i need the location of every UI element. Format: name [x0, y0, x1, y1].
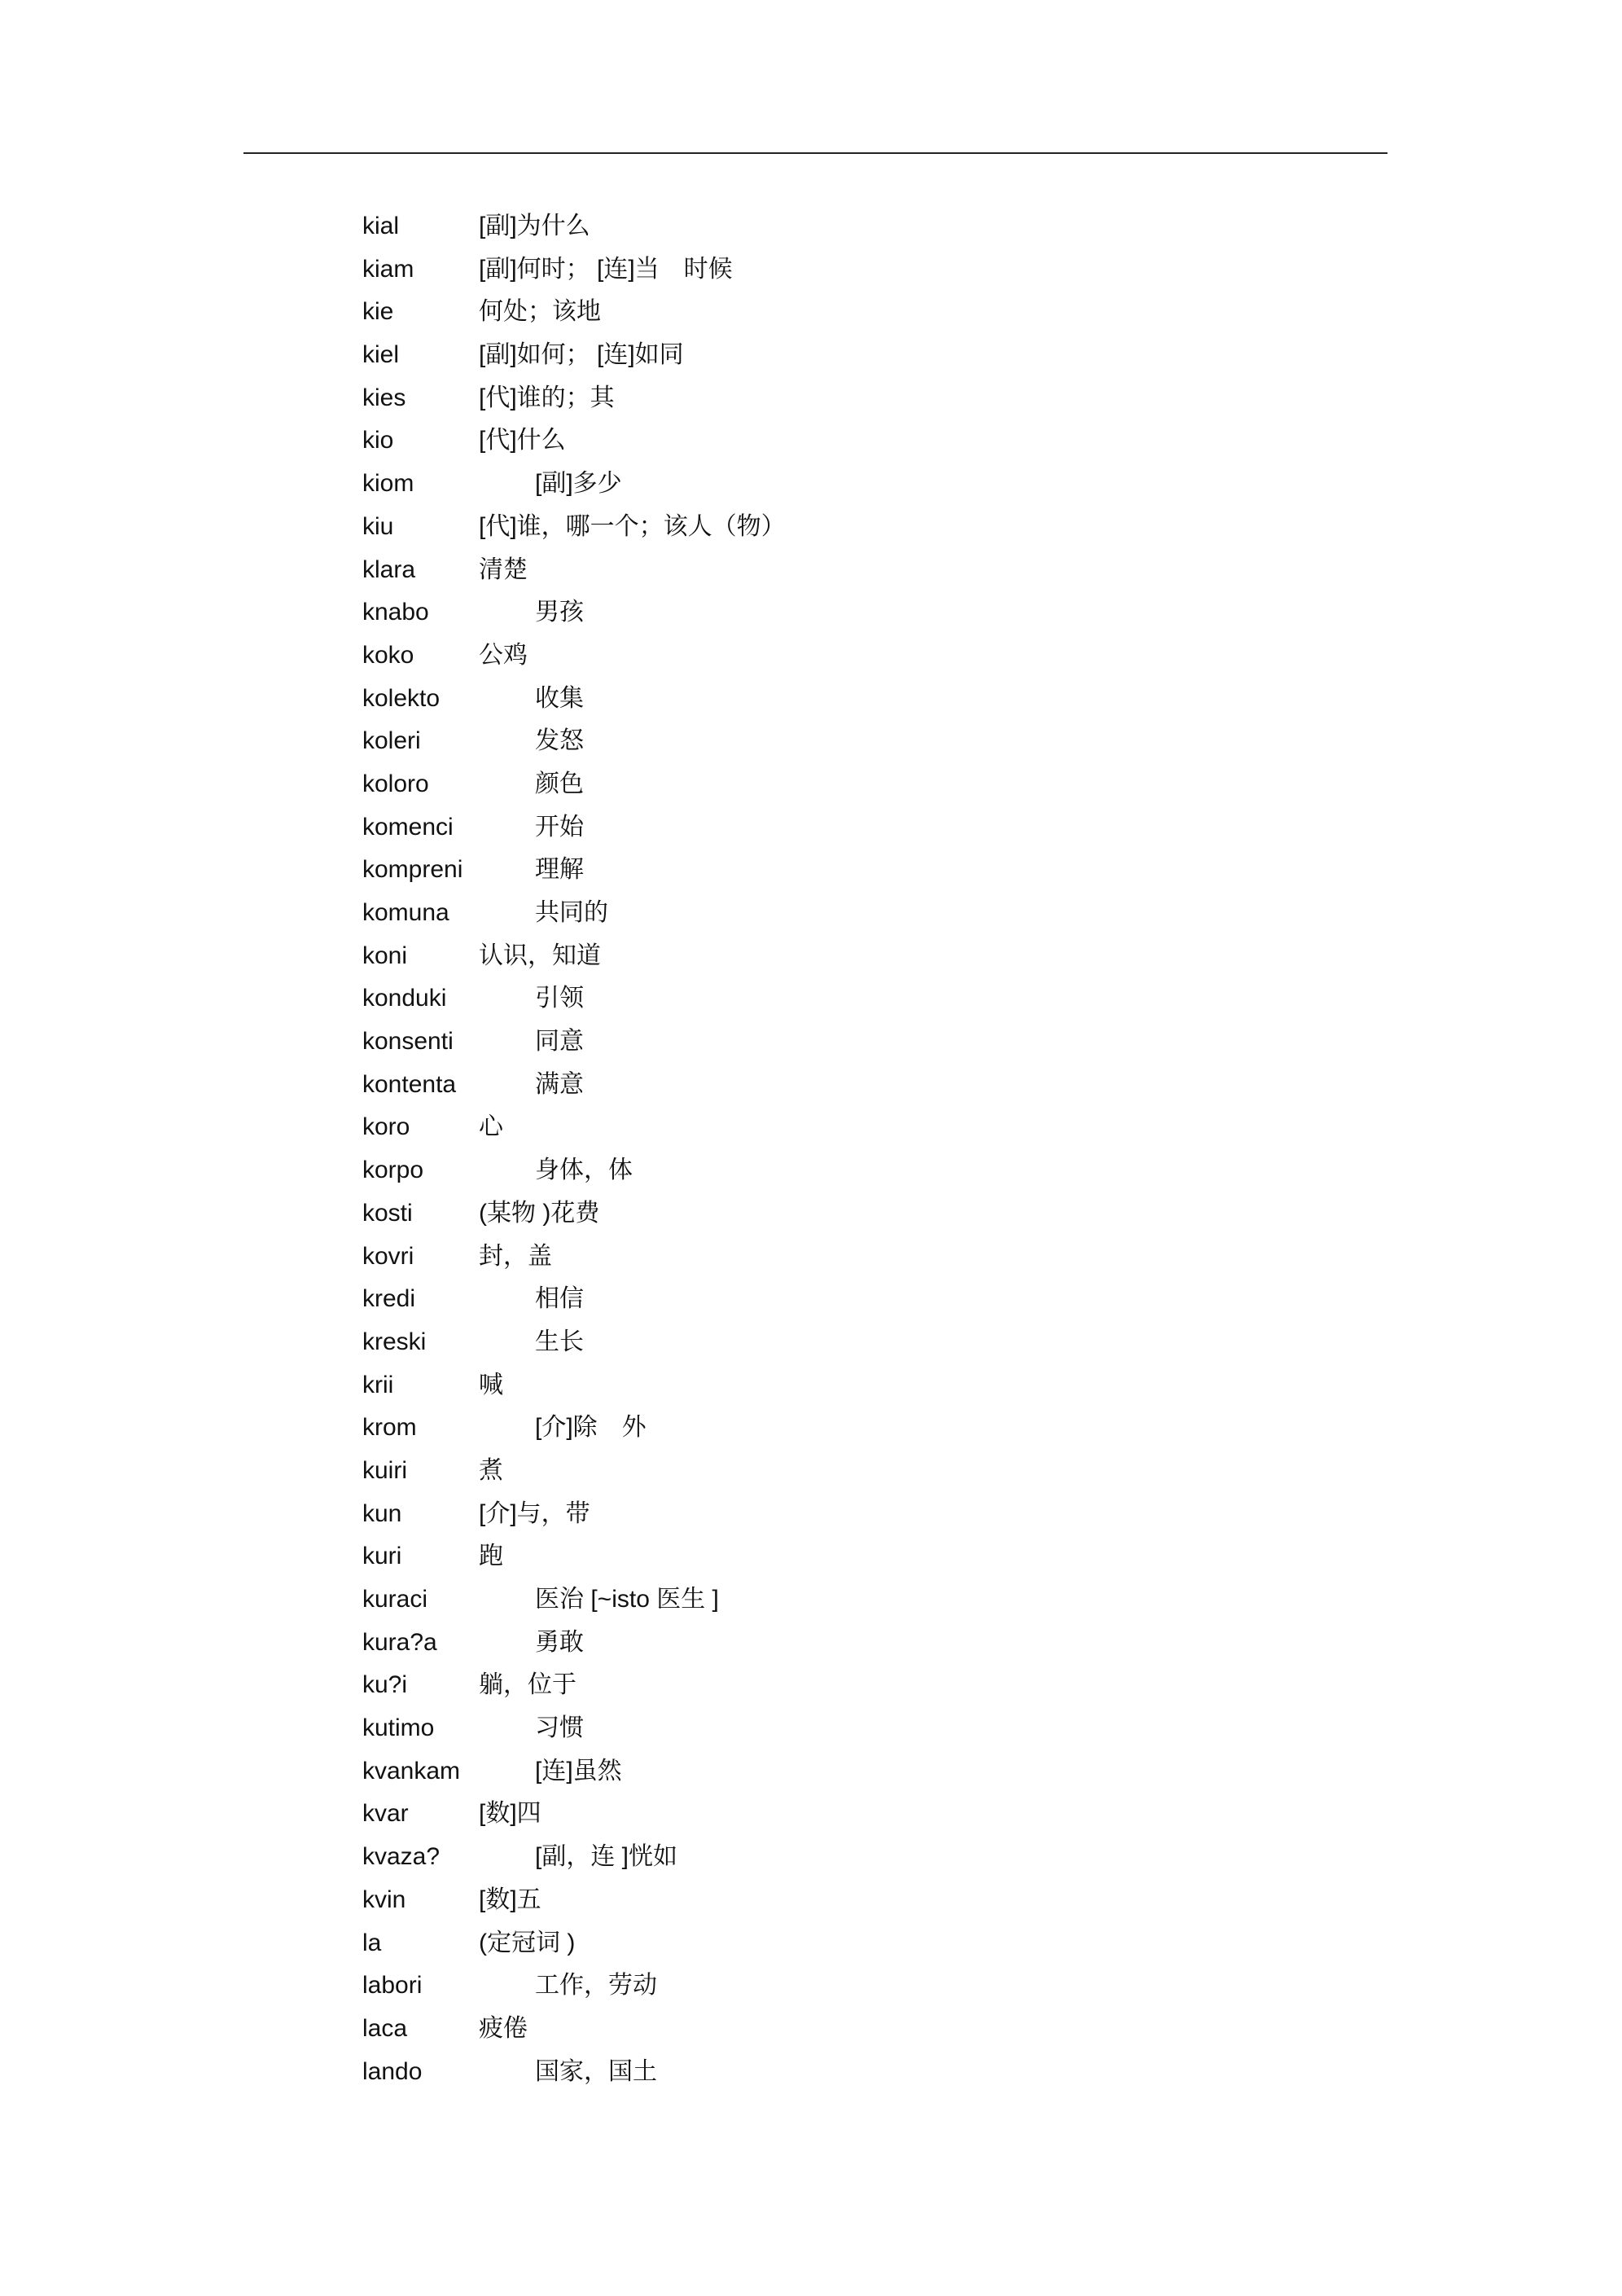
- entry-definition: [副]如何； [连]如同: [479, 341, 684, 369]
- entry-word: kvin: [362, 1886, 406, 1913]
- entry-definition: 疲倦: [479, 2014, 528, 2042]
- entry-definition: 引领: [535, 985, 584, 1012]
- entry-definition: 相信: [535, 1285, 584, 1313]
- entry-definition: 清楚: [479, 555, 528, 583]
- entry-word: knabo: [362, 599, 429, 626]
- entry-word: kvar: [362, 1800, 409, 1828]
- entry-word: kura?a: [362, 1628, 437, 1656]
- entry-word: konduki: [362, 985, 447, 1012]
- entry-definition: 躺，位于: [479, 1671, 576, 1699]
- entry-definition: [代]谁，哪一个；该人（物）: [479, 512, 786, 540]
- entry-word: kosti: [362, 1199, 413, 1227]
- entry-word: kreski: [362, 1328, 427, 1355]
- entry-definition: [副]何时； [连]当 时候: [479, 255, 733, 283]
- entry-definition: [代]谁的；其: [479, 384, 615, 411]
- entry-word: koko: [362, 641, 414, 669]
- entry-definition: 颜色: [535, 770, 584, 797]
- entry-word: kiel: [362, 341, 400, 369]
- entry-word: komenci: [362, 813, 454, 841]
- header-rule: [243, 152, 1387, 154]
- entry-word: koloro: [362, 770, 429, 797]
- entry-definition: 心: [479, 1113, 503, 1141]
- entry-definition: 理解: [535, 856, 584, 884]
- entry-word: korpo: [362, 1157, 424, 1184]
- entry-definition: (某物 )花费: [479, 1199, 600, 1227]
- entry-word: krii: [362, 1371, 394, 1398]
- entry-word: koro: [362, 1113, 410, 1141]
- entry-word: laca: [362, 2014, 408, 2042]
- entry-word: klara: [362, 555, 416, 583]
- entry-definition: 国家，国土: [535, 2057, 657, 2085]
- entry-word: krom: [362, 1414, 417, 1442]
- entry-definition: 共同的: [535, 899, 608, 926]
- entry-definition: 何处；该地: [479, 298, 601, 326]
- entry-definition: [副，连 ]恍如: [535, 1843, 678, 1871]
- entry-definition: [数]四: [479, 1800, 541, 1828]
- entry-definition: 工作，劳动: [535, 1972, 657, 2000]
- entry-definition: 生长: [535, 1328, 584, 1355]
- entry-word: ku?i: [362, 1671, 408, 1699]
- entry-definition: [数]五: [479, 1886, 541, 1913]
- entry-definition: 收集: [535, 684, 584, 712]
- entry-word: koleri: [362, 727, 421, 755]
- entry-word: kun: [362, 1499, 402, 1527]
- entry-definition: 公鸡: [479, 641, 528, 669]
- entry-definition: [副]多少: [535, 470, 622, 498]
- entry-definition: 勇敢: [535, 1628, 584, 1656]
- entry-word: kiom: [362, 470, 414, 498]
- entry-word: kovri: [362, 1242, 414, 1270]
- entry-definition: 发怒: [535, 727, 584, 755]
- entry-word: kutimo: [362, 1714, 435, 1742]
- entry-definition: 医治 [~isto 医生 ]: [535, 1586, 719, 1613]
- entry-word: kolekto: [362, 684, 441, 712]
- entry-definition: [介]与，带: [479, 1499, 590, 1527]
- entry-definition: [代]什么: [479, 427, 566, 454]
- entry-word: kredi: [362, 1285, 416, 1313]
- entry-definition: [副]为什么: [479, 213, 590, 239]
- entry-word: kompreni: [362, 856, 463, 884]
- entry-definition: 认识，知道: [479, 942, 601, 969]
- entry-definition: 身体，体: [535, 1157, 633, 1184]
- entry-word: komuna: [362, 899, 449, 926]
- entry-word: kuiri: [362, 1456, 408, 1484]
- entry-definition: 喊: [479, 1371, 503, 1398]
- entry-word: kontenta: [362, 1070, 457, 1098]
- entry-definition: 男孩: [535, 599, 584, 626]
- entry-definition: 满意: [535, 1070, 584, 1098]
- entry-word: kiam: [362, 255, 414, 283]
- entry-word: kvankam: [362, 1757, 461, 1785]
- entry-word: labori: [362, 1972, 423, 2000]
- entry-word: koni: [362, 942, 408, 969]
- entry-definition: 开始: [535, 813, 584, 841]
- entry-word: kie: [362, 298, 394, 326]
- entry-definition: 同意: [535, 1028, 584, 1056]
- entry-word: la: [362, 1929, 382, 1956]
- entry-word: kial: [362, 213, 400, 239]
- entry-definition: 习惯: [535, 1714, 584, 1742]
- entry-word: konsenti: [362, 1028, 454, 1056]
- entry-definition: 跑: [479, 1543, 503, 1570]
- entry-word: kvaza?: [362, 1843, 441, 1871]
- entry-word: kies: [362, 384, 406, 411]
- entry-word: kuri: [362, 1543, 402, 1570]
- entry-word: kuraci: [362, 1586, 428, 1613]
- entry-definition: (定冠词 ): [479, 1929, 576, 1956]
- entry-definition: [介]除 外: [535, 1414, 647, 1442]
- entry-word: lando: [362, 2057, 423, 2085]
- entry-word: kiu: [362, 512, 394, 540]
- entry-definition: 封，盖: [479, 1242, 552, 1270]
- entry-definition: 煮: [479, 1456, 503, 1484]
- entry-word: kio: [362, 427, 394, 454]
- entry-definition: [连]虽然: [535, 1757, 622, 1785]
